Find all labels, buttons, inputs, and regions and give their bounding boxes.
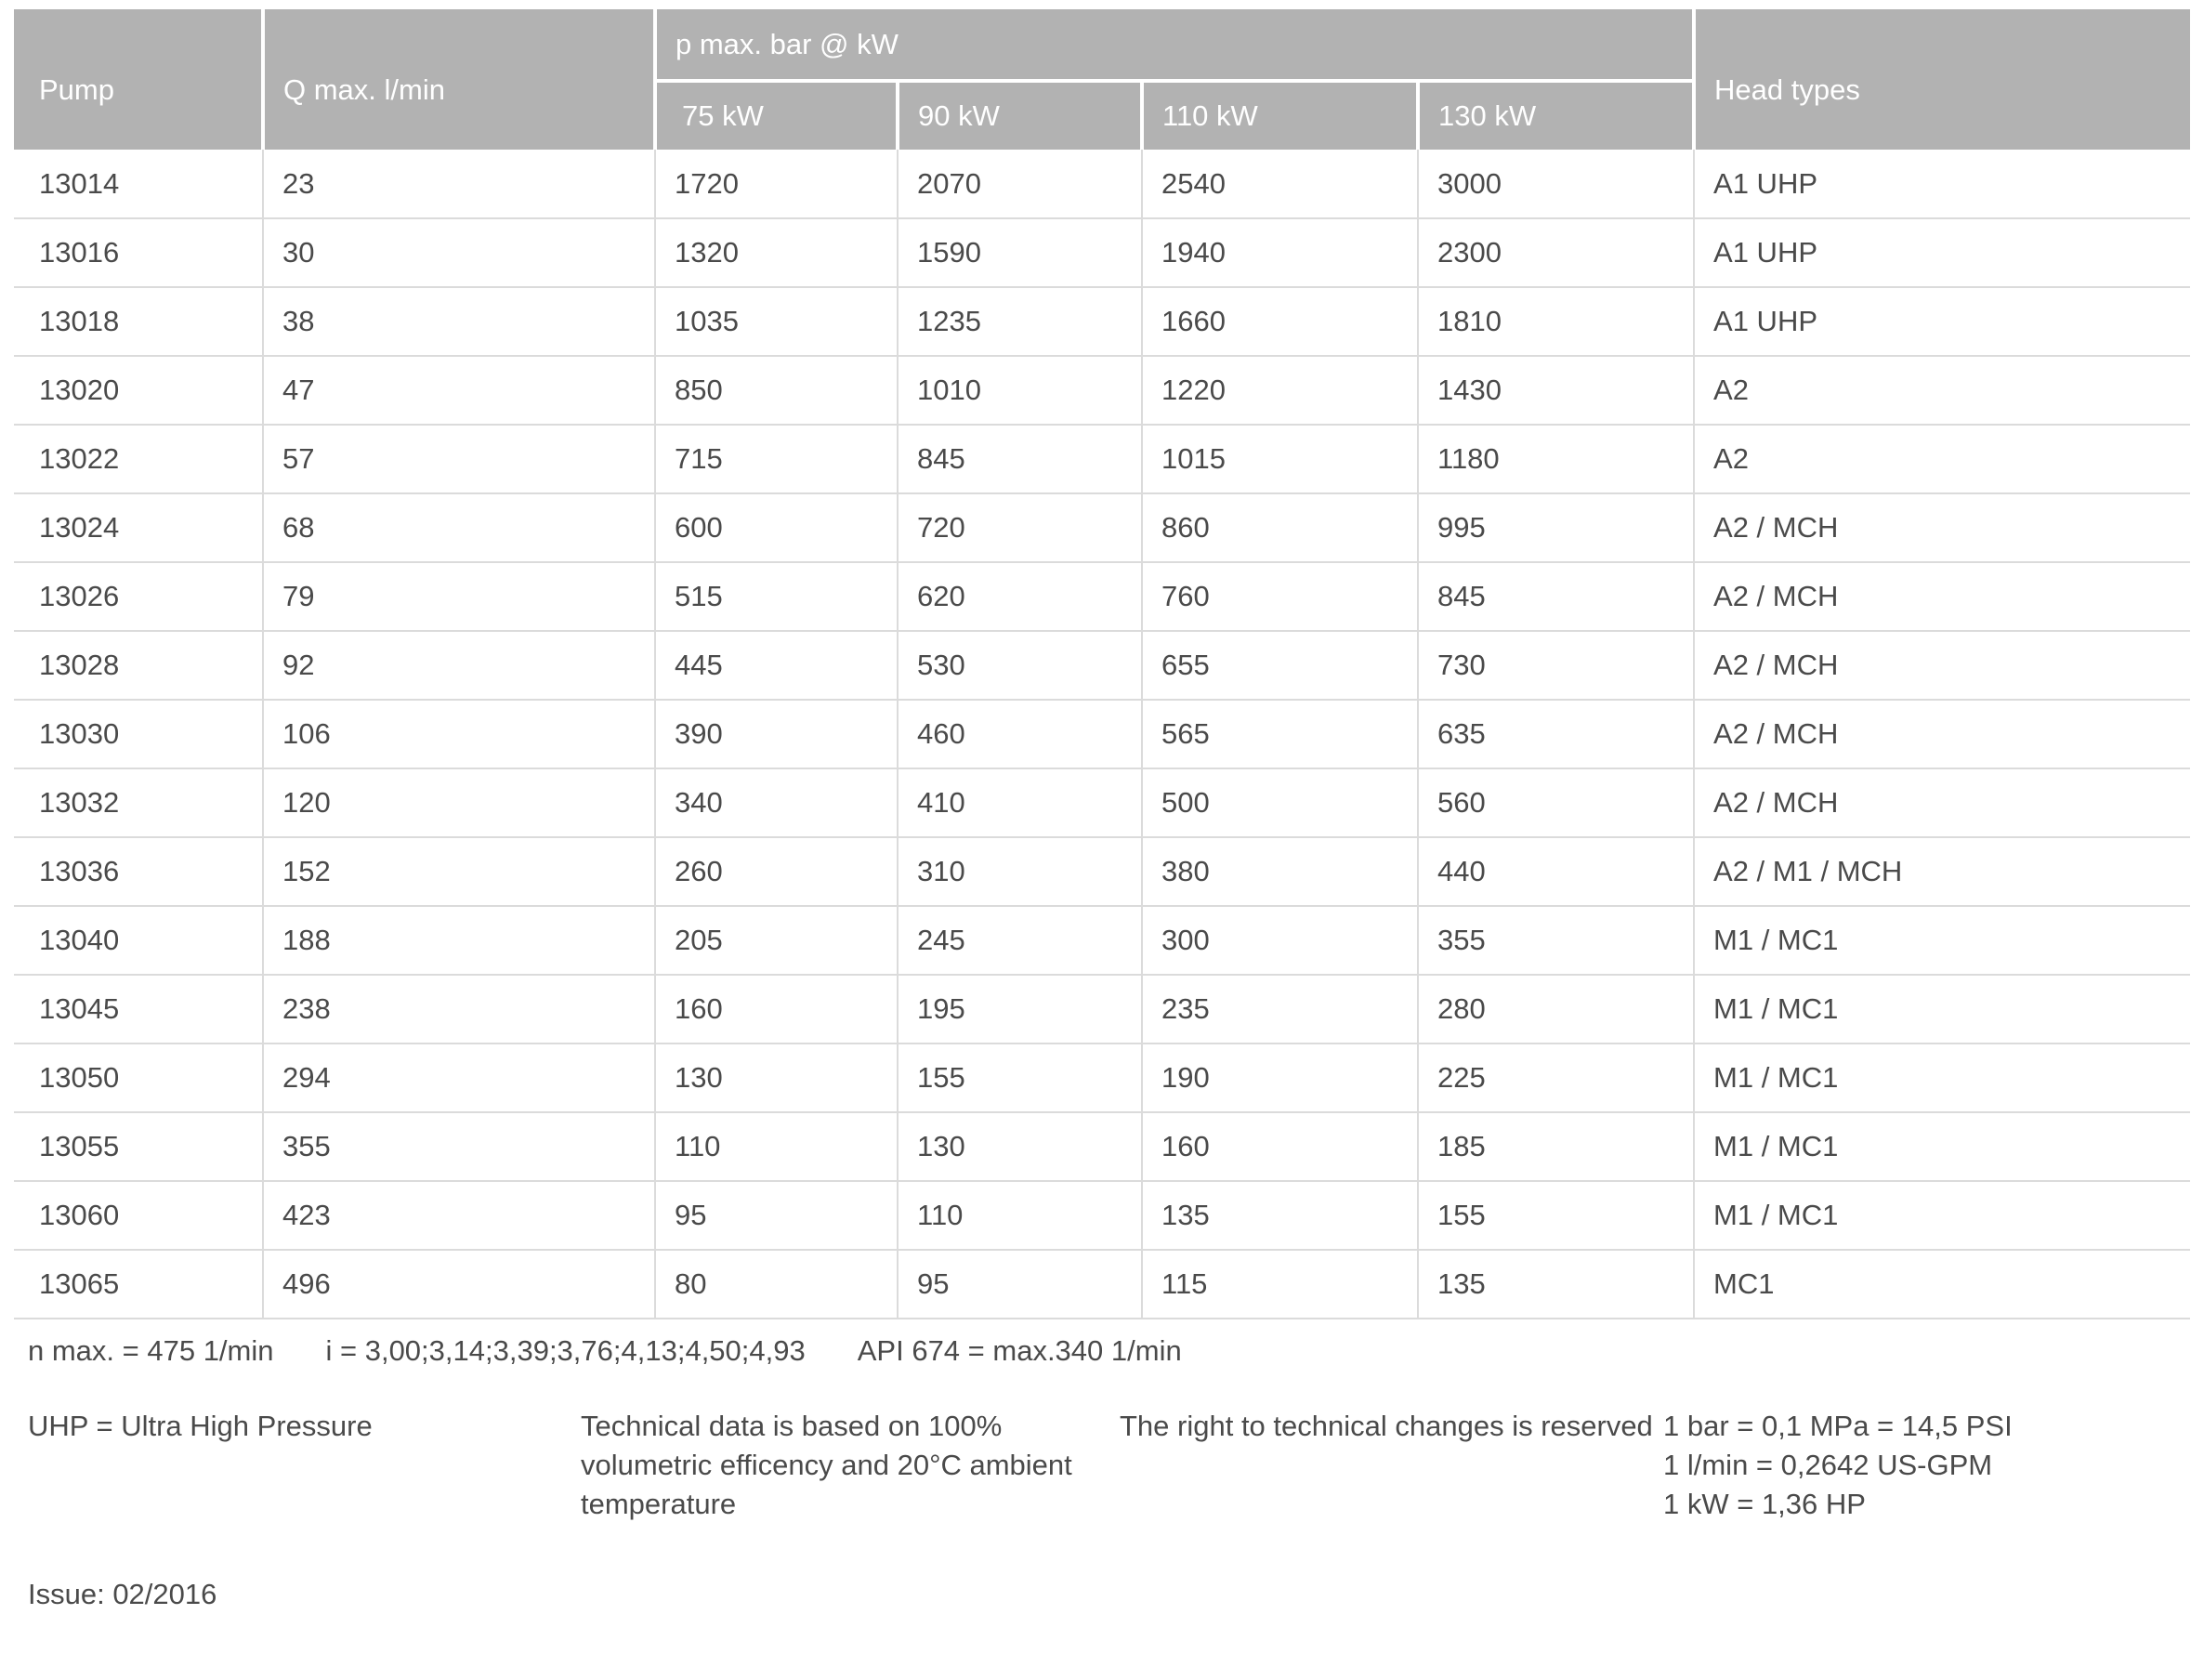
cell-p-110kw: 2540: [1142, 150, 1418, 218]
table-row: [14, 1043, 2190, 1112]
cell-pump: 13028: [14, 631, 263, 700]
column-header-90kw: 90 kW: [898, 81, 1142, 150]
cell-p-75kw: 445: [655, 631, 898, 700]
table-row: [14, 562, 2190, 631]
cell-p-75kw: 515: [655, 562, 898, 631]
cell-p-110kw: 1220: [1142, 356, 1418, 425]
cell-p-130kw: 280: [1418, 975, 1694, 1043]
table-row: [14, 493, 2190, 562]
cell-p-130kw: 225: [1418, 1043, 1694, 1112]
cell-p-110kw: 115: [1142, 1250, 1418, 1319]
cell-p-130kw: 155: [1418, 1181, 1694, 1250]
conversion-bar: 1 bar = 0,1 MPa = 14,5 PSI: [1663, 1410, 2013, 1442]
column-header-head-types: Head types: [1694, 9, 2190, 150]
cell-p-130kw: 560: [1418, 768, 1694, 837]
pump-spec-sheet: [0, 9, 2204, 1680]
cell-p-110kw: 160: [1142, 1112, 1418, 1181]
cell-q-max: 79: [263, 562, 655, 631]
cell-head-types: A1 UHP: [1694, 287, 2190, 356]
cell-p-75kw: 160: [655, 975, 898, 1043]
cell-q-max: 106: [263, 700, 655, 768]
cell-p-110kw: 655: [1142, 631, 1418, 700]
table-row: [14, 1112, 2190, 1181]
cell-p-110kw: 300: [1142, 906, 1418, 975]
cell-pump: 13024: [14, 493, 263, 562]
footnote-line: [28, 1334, 2204, 1368]
cell-p-75kw: 1320: [655, 218, 898, 287]
cell-p-90kw: 95: [898, 1250, 1142, 1319]
cell-p-90kw: 130: [898, 1112, 1142, 1181]
cell-pump: 13055: [14, 1112, 263, 1181]
footnote-technical-basis: [581, 1407, 1120, 1524]
table-row: [14, 356, 2190, 425]
cell-head-types: A2: [1694, 356, 2190, 425]
cell-q-max: 152: [263, 837, 655, 906]
cell-pump: 13026: [14, 562, 263, 631]
cell-q-max: 68: [263, 493, 655, 562]
cell-p-130kw: 1430: [1418, 356, 1694, 425]
cell-pump: 13032: [14, 768, 263, 837]
cell-p-110kw: 380: [1142, 837, 1418, 906]
footnote-conversions: [1663, 1407, 2176, 1524]
column-header-pump: Pump: [14, 9, 263, 150]
cell-p-75kw: 80: [655, 1250, 898, 1319]
footnote-technical-basis-text: Technical data is based on 100% volumetric efficency and 20°C ambient temperature: [581, 1410, 1072, 1521]
cell-p-90kw: 1010: [898, 356, 1142, 425]
table-row: [14, 287, 2190, 356]
cell-p-90kw: 620: [898, 562, 1142, 631]
cell-p-110kw: 235: [1142, 975, 1418, 1043]
cell-head-types: A2 / MCH: [1694, 700, 2190, 768]
cell-q-max: 120: [263, 768, 655, 837]
cell-p-75kw: 850: [655, 356, 898, 425]
cell-pump: 13050: [14, 1043, 263, 1112]
cell-p-130kw: 1810: [1418, 287, 1694, 356]
cell-p-110kw: 1660: [1142, 287, 1418, 356]
cell-q-max: 23: [263, 150, 655, 218]
footnote-n-max: n max. = 475 1/min: [28, 1334, 274, 1367]
cell-pump: 13014: [14, 150, 263, 218]
cell-p-110kw: 860: [1142, 493, 1418, 562]
cell-p-90kw: 195: [898, 975, 1142, 1043]
cell-p-75kw: 205: [655, 906, 898, 975]
issue-date: Issue: 02/2016: [28, 1578, 217, 1611]
cell-p-110kw: 135: [1142, 1181, 1418, 1250]
table-row: [14, 768, 2190, 837]
cell-p-130kw: 635: [1418, 700, 1694, 768]
cell-head-types: MC1: [1694, 1250, 2190, 1319]
cell-q-max: 92: [263, 631, 655, 700]
cell-p-75kw: 1035: [655, 287, 898, 356]
cell-pump: 13018: [14, 287, 263, 356]
footer-notes: [28, 1407, 2176, 1524]
cell-p-130kw: 3000: [1418, 150, 1694, 218]
cell-head-types: M1 / MC1: [1694, 1112, 2190, 1181]
cell-pump: 13020: [14, 356, 263, 425]
cell-p-75kw: 715: [655, 425, 898, 493]
table-row: [14, 150, 2190, 218]
cell-p-75kw: 1720: [655, 150, 898, 218]
column-header-130kw: 130 kW: [1418, 81, 1694, 150]
cell-p-75kw: 600: [655, 493, 898, 562]
cell-p-130kw: 2300: [1418, 218, 1694, 287]
cell-pump: 13045: [14, 975, 263, 1043]
cell-p-130kw: 135: [1418, 1250, 1694, 1319]
cell-head-types: M1 / MC1: [1694, 975, 2190, 1043]
cell-p-90kw: 720: [898, 493, 1142, 562]
table-row: [14, 631, 2190, 700]
cell-p-110kw: 1015: [1142, 425, 1418, 493]
cell-p-90kw: 155: [898, 1043, 1142, 1112]
cell-head-types: M1 / MC1: [1694, 906, 2190, 975]
cell-head-types: A2 / M1 / MCH: [1694, 837, 2190, 906]
table-header: [14, 9, 2190, 150]
table-row: [14, 218, 2190, 287]
cell-head-types: A1 UHP: [1694, 150, 2190, 218]
table-row: [14, 975, 2190, 1043]
column-header-p-max-group: p max. bar @ kW: [655, 9, 1694, 81]
cell-p-90kw: 310: [898, 837, 1142, 906]
cell-head-types: A2: [1694, 425, 2190, 493]
cell-pump: 13040: [14, 906, 263, 975]
table-row: [14, 1181, 2190, 1250]
cell-pump: 13022: [14, 425, 263, 493]
cell-head-types: A1 UHP: [1694, 218, 2190, 287]
table-row: [14, 1250, 2190, 1319]
cell-p-110kw: 760: [1142, 562, 1418, 631]
cell-p-110kw: 565: [1142, 700, 1418, 768]
cell-p-130kw: 440: [1418, 837, 1694, 906]
cell-p-75kw: 390: [655, 700, 898, 768]
cell-p-90kw: 2070: [898, 150, 1142, 218]
footnote-i-ratios: i = 3,00;3,14;3,39;3,76;4,13;4,50;4,93: [325, 1334, 806, 1367]
cell-p-90kw: 460: [898, 700, 1142, 768]
cell-p-130kw: 995: [1418, 493, 1694, 562]
cell-head-types: M1 / MC1: [1694, 1043, 2190, 1112]
cell-p-110kw: 190: [1142, 1043, 1418, 1112]
cell-q-max: 47: [263, 356, 655, 425]
footnote-api: API 674 = max.340 1/min: [857, 1334, 1182, 1367]
cell-q-max: 57: [263, 425, 655, 493]
cell-q-max: 238: [263, 975, 655, 1043]
cell-q-max: 496: [263, 1250, 655, 1319]
cell-p-130kw: 845: [1418, 562, 1694, 631]
cell-pump: 13030: [14, 700, 263, 768]
cell-q-max: 30: [263, 218, 655, 287]
cell-p-75kw: 110: [655, 1112, 898, 1181]
table-body: [14, 150, 2190, 1319]
footnote-uhp: UHP = Ultra High Pressure: [28, 1410, 373, 1442]
cell-p-90kw: 410: [898, 768, 1142, 837]
cell-q-max: 188: [263, 906, 655, 975]
cell-p-110kw: 500: [1142, 768, 1418, 837]
cell-p-130kw: 1180: [1418, 425, 1694, 493]
cell-p-75kw: 95: [655, 1181, 898, 1250]
conversion-kw: 1 kW = 1,36 HP: [1663, 1488, 1866, 1521]
table-row: [14, 837, 2190, 906]
cell-head-types: A2 / MCH: [1694, 768, 2190, 837]
cell-p-75kw: 130: [655, 1043, 898, 1112]
cell-q-max: 355: [263, 1112, 655, 1181]
column-header-110kw: 110 kW: [1142, 81, 1418, 150]
column-header-q-max: Q max. l/min: [263, 9, 655, 150]
cell-head-types: M1 / MC1: [1694, 1181, 2190, 1250]
cell-head-types: A2 / MCH: [1694, 631, 2190, 700]
cell-p-130kw: 185: [1418, 1112, 1694, 1181]
cell-pump: 13036: [14, 837, 263, 906]
cell-p-75kw: 260: [655, 837, 898, 906]
cell-pump: 13016: [14, 218, 263, 287]
cell-head-types: A2 / MCH: [1694, 562, 2190, 631]
cell-p-75kw: 340: [655, 768, 898, 837]
cell-q-max: 294: [263, 1043, 655, 1112]
table-row: [14, 906, 2190, 975]
cell-p-110kw: 1940: [1142, 218, 1418, 287]
cell-pump: 13060: [14, 1181, 263, 1250]
footnote-rights: The right to technical changes is reserved: [1120, 1410, 1653, 1442]
cell-p-90kw: 110: [898, 1181, 1142, 1250]
cell-p-130kw: 730: [1418, 631, 1694, 700]
cell-p-90kw: 845: [898, 425, 1142, 493]
cell-p-130kw: 355: [1418, 906, 1694, 975]
cell-p-90kw: 530: [898, 631, 1142, 700]
cell-q-max: 423: [263, 1181, 655, 1250]
table-row: [14, 425, 2190, 493]
cell-q-max: 38: [263, 287, 655, 356]
cell-p-90kw: 1590: [898, 218, 1142, 287]
conversion-lmin: 1 l/min = 0,2642 US-GPM: [1663, 1449, 1993, 1482]
pump-spec-table: [14, 9, 2190, 1319]
cell-head-types: A2 / MCH: [1694, 493, 2190, 562]
table-row: [14, 700, 2190, 768]
cell-p-90kw: 1235: [898, 287, 1142, 356]
column-header-75kw: 75 kW: [655, 81, 898, 150]
cell-p-90kw: 245: [898, 906, 1142, 975]
cell-pump: 13065: [14, 1250, 263, 1319]
